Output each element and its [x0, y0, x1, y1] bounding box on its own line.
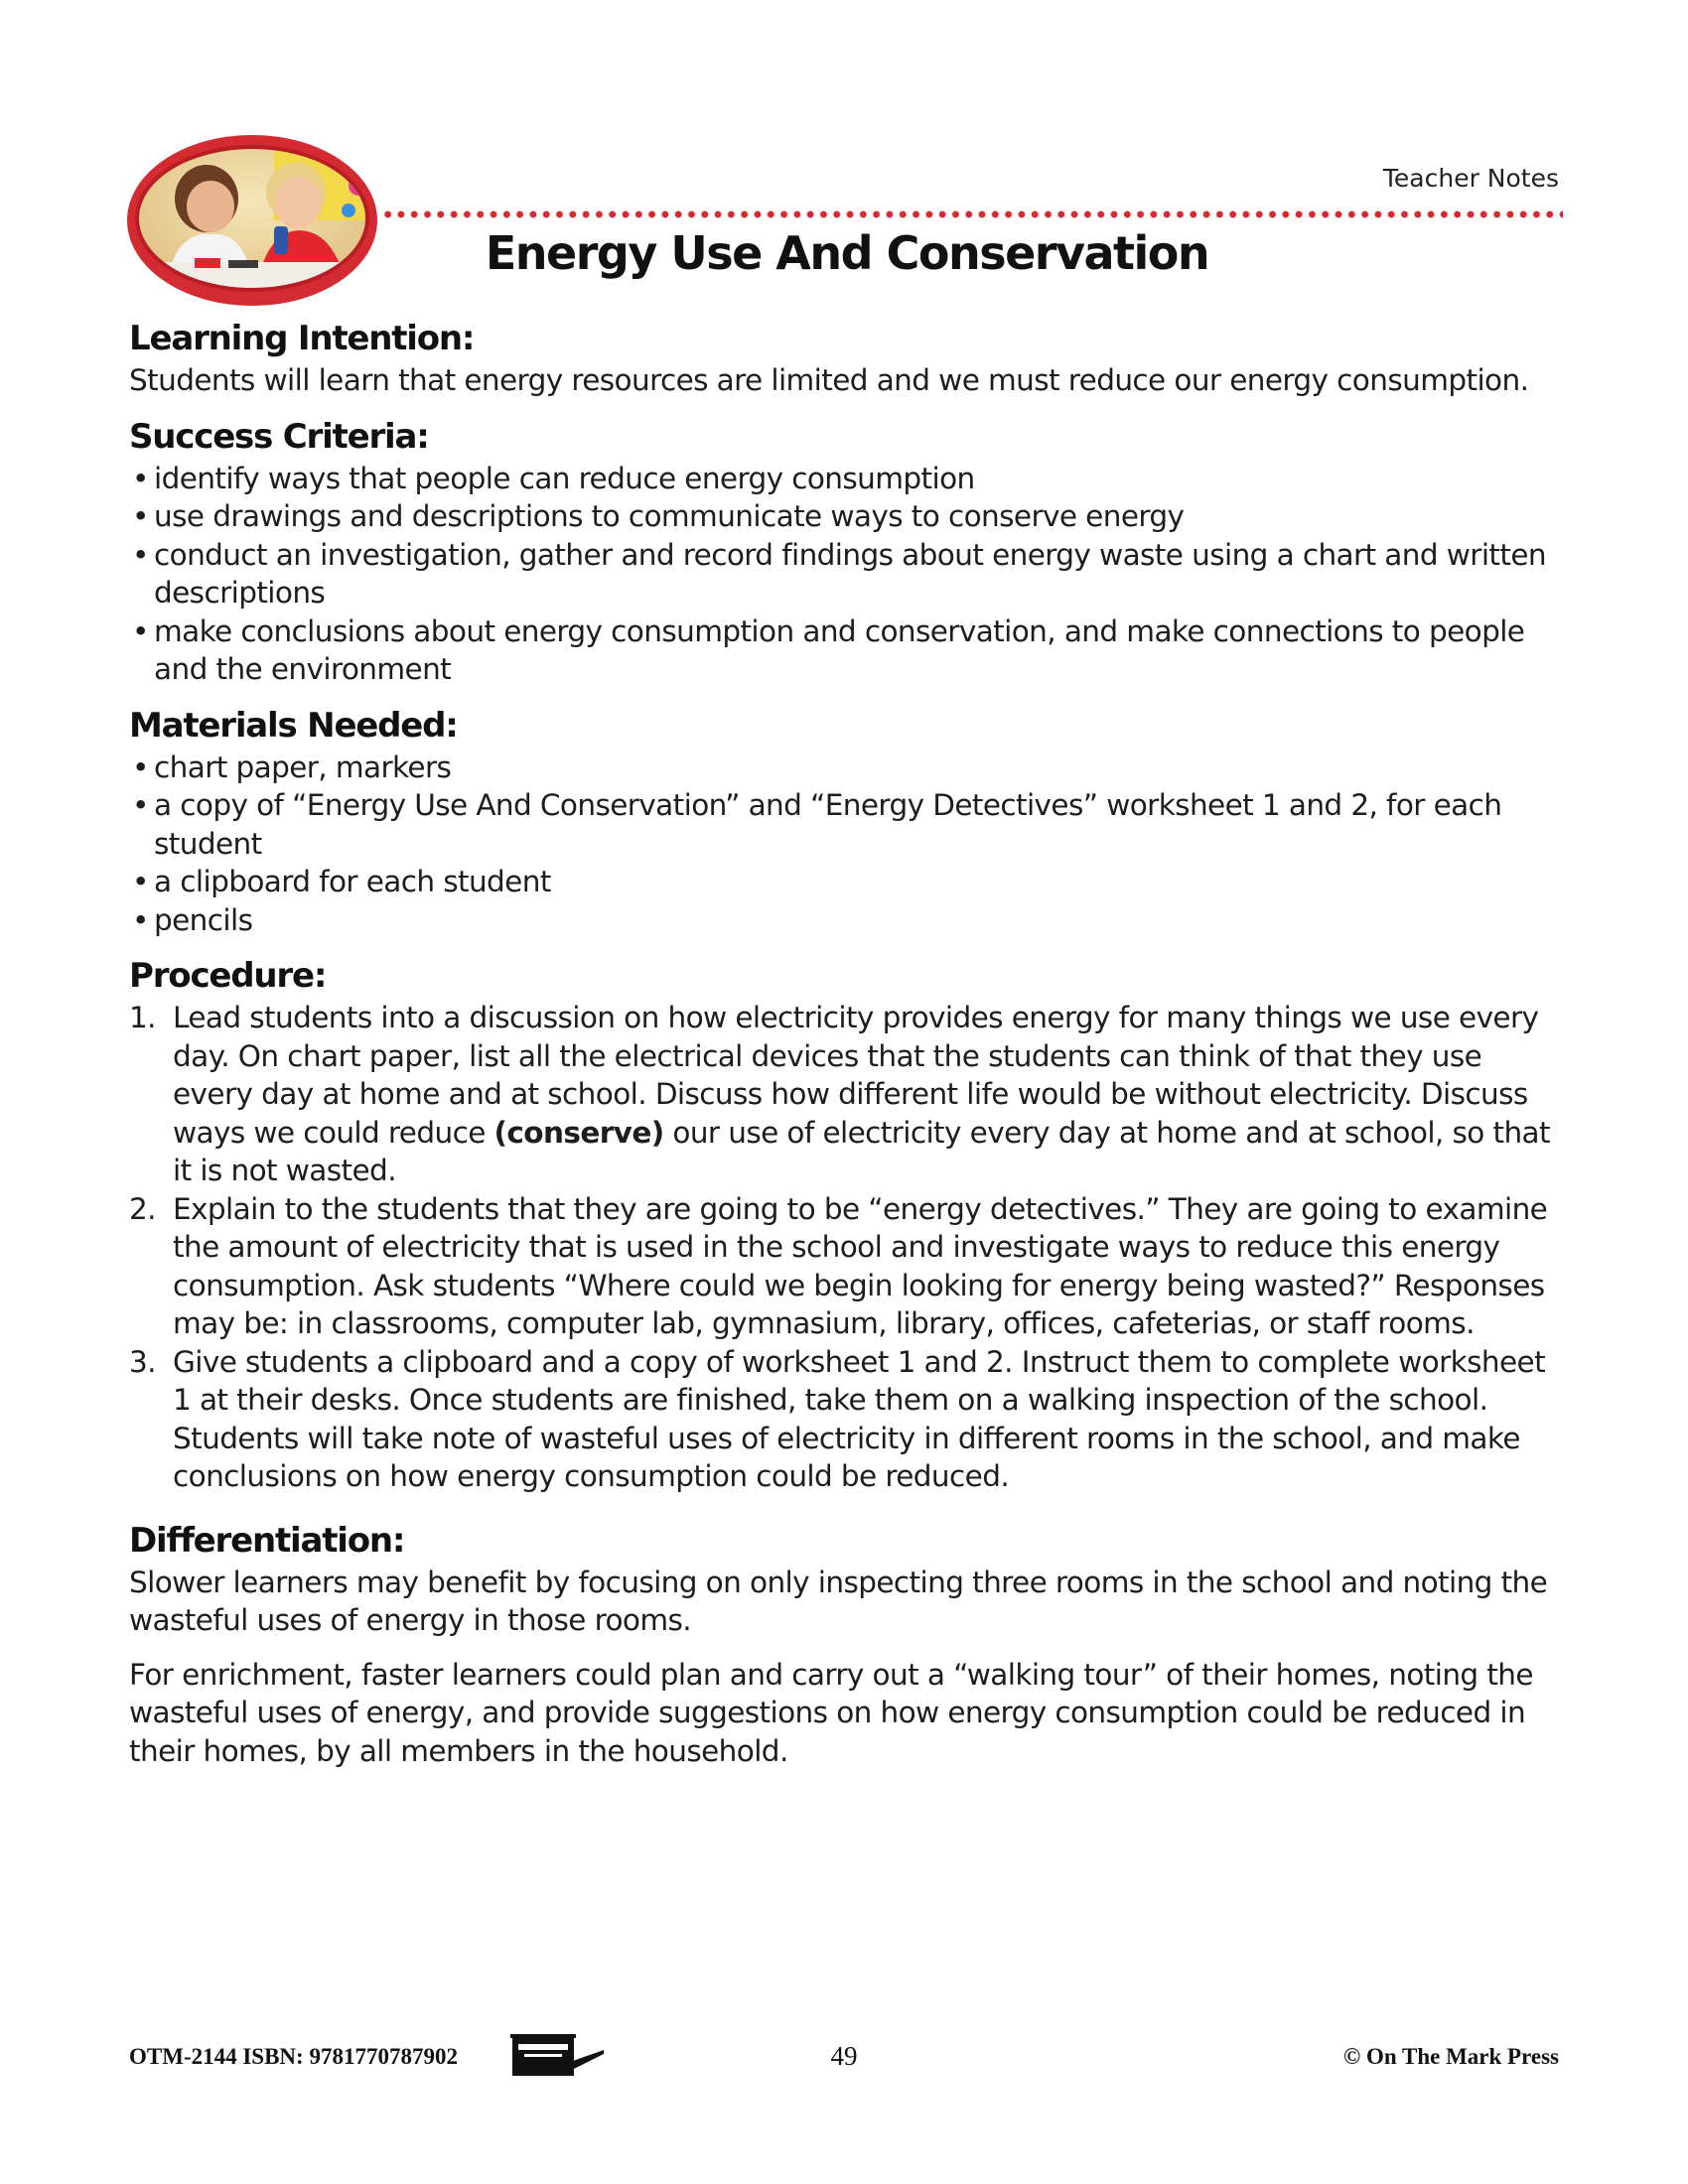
step-text-start: Lead students into a discussion on how electricity provides energy for many things we use every day. On chart paper, list all the electrical devices that the students can think of that they use every day at home and at school. Discuss how different life would be without electricity. Discuss ways we could reduce — [173, 1001, 1539, 1150]
materials-heading: Materials Needed: — [129, 705, 458, 746]
list-item: • a copy of “Energy Use And Conservation” and “Energy Detectives” worksheet 1 and 2, for each student — [129, 786, 1569, 863]
list-item: • pencils — [129, 901, 1569, 940]
procedure-step — [129, 1190, 1569, 1343]
conserve-term: (conserve) — [493, 1115, 664, 1150]
differentiation-heading: Differentiation: — [129, 1520, 405, 1561]
step-text-end: our use of electricity every day at home and at school, so that it is not wasted. — [173, 1115, 1550, 1187]
differentiation-paragraph-2: For enrichment, faster learners could plan and carry out a “walking tour” of their homes, noting the wasteful uses of energy, and provide suggestions on how energy consumption could be reduced in their homes, by all members in the household. — [129, 1657, 1533, 1768]
teacher-notes-label: Teacher Notes — [1382, 164, 1559, 193]
dotted-divider — [381, 210, 1563, 218]
list-item: • identify ways that people can reduce energy consumption — [129, 460, 1569, 498]
notes-body — [129, 316, 1569, 1770]
step-number: 3. — [129, 1344, 156, 1379]
footer-publisher: © On The Mark Press — [1343, 2044, 1559, 2069]
learning-intention-text: Students will learn that energy resources are limited and we must reduce our energy consumption. — [129, 363, 1529, 397]
page-number: 49 — [830, 2041, 858, 2071]
success-criteria-heading: Success Criteria: — [129, 416, 429, 457]
page-title: Energy Use And Conservation — [485, 226, 1209, 280]
list-item: • make conclusions about energy consumption and conservation, and make connections to people and the environment — [129, 613, 1569, 689]
step-number: 2. — [129, 1191, 156, 1226]
materials-list — [129, 749, 1569, 940]
differentiation-paragraph-1: Slower learners may benefit by focusing on only inspecting three rooms in the school and noting the wasteful uses of energy in those rooms. — [129, 1565, 1548, 1637]
step-text: Explain to the students that they are going to be “energy detectives.” They are going to examine the amount of electricity that is used in the school and investigate ways to reduce this energy consumption. Ask students “Where could we begin looking for energy being wasted?” Responses may be: in classrooms, computer lab, gymnasium, library, offices, cafeterias, or staff rooms. — [173, 1191, 1548, 1340]
step-text: Give students a clipboard and a copy of worksheet 1 and 2. Instruct them to complete worksheet 1 at their desks. Once students are finished, take them on a walking inspection of the school. Students will take note of wasteful uses of electricity in different rooms in the school, and make conclusions on how energy consumption could be reduced. — [173, 1344, 1546, 1493]
list-item: • chart paper, markers — [129, 749, 1569, 787]
procedure-step — [129, 1343, 1569, 1496]
list-item: • use drawings and descriptions to communicate ways to conserve energy — [129, 497, 1569, 536]
success-criteria-list — [129, 460, 1569, 689]
learning-intention-heading: Learning Intention: — [129, 319, 475, 358]
procedure-list — [129, 999, 1569, 1496]
list-item: • conduct an investigation, gather and record findings about energy waste using a chart and written descriptions — [129, 536, 1569, 613]
footer-isbn: OTM-2144 ISBN: 9781770787902 — [129, 2044, 458, 2069]
list-item: • a clipboard for each student — [129, 863, 1569, 901]
step-number: 1. — [129, 1001, 156, 1034]
procedure-heading: Procedure: — [129, 956, 327, 996]
procedure-step — [129, 999, 1569, 1190]
header-photo-logo — [125, 131, 379, 308]
